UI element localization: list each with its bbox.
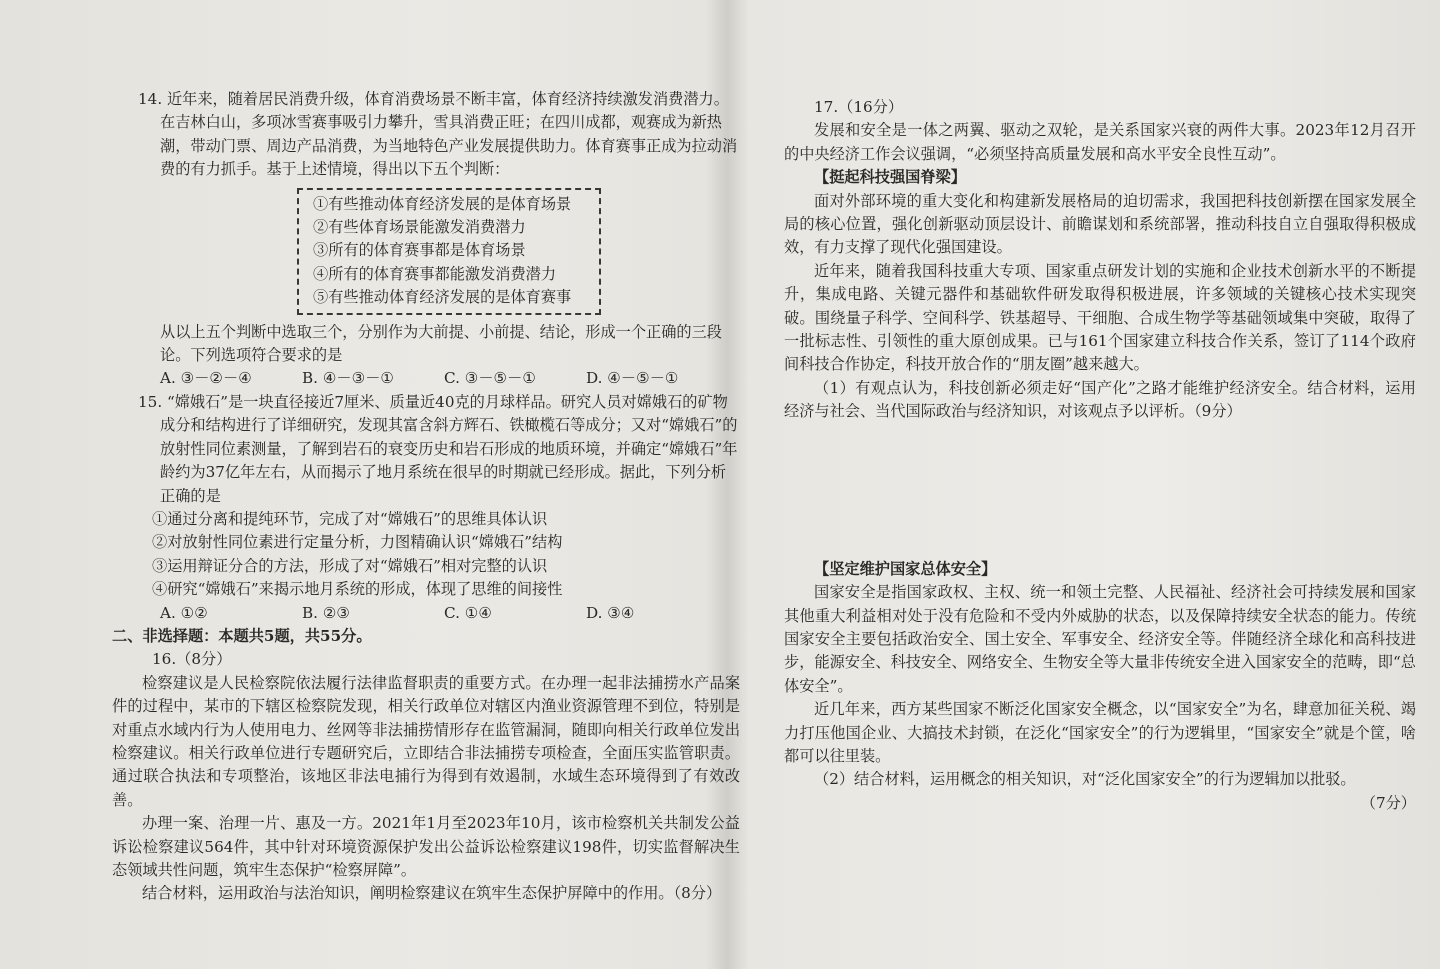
- q17-subquestion-2: （2）结合材料，运用概念的相关知识，对“泛化国家安全”的行为逻辑加以批驳。: [814, 770, 1356, 789]
- left-page: [112, 88, 740, 906]
- q15-stem: 15. “嫦娥石”是一块直径接近7厘米、质量近40克的月球样品。研究人员对嫦娥石的矿物成分和结构进行了详细研究，发现其富含斜方辉石、铁橄榄石等成分；又对“嫦娥石”的放射性同位素测量，了解到岩石的衰变历史和岩石形成的地质环境，并确定“嫦娥石”年龄约为37亿年左右，从而揭示了地月系统在很早的时期就已经形成。据此，下列分析正确的是: [138, 392, 738, 505]
- q17-heading-1: 【挺起科技强国脊梁】: [814, 168, 966, 187]
- q14-judgment-box: [297, 188, 601, 315]
- q17-subquestion-1: （1）有观点认为，科技创新必须走好“国产化”之路才能维护经济安全。结合材料，运用经济与社会、当代国际政治与经济知识，对该观点予以评析。（9分）: [784, 378, 1416, 421]
- q14-judgment-2: ②有些体育场景能激发消费潜力: [313, 218, 526, 237]
- q17-para-4: 近几年来，西方某些国家不断泛化国家安全概念，以“国家安全”为名，肆意加征关税、竭力打压他国企业、大搞技术封锁，在泛化“国家安全”的行为逻辑里，“国家安全”就是个筐，啥都可以往里装。: [784, 700, 1416, 765]
- q16-question: 结合材料，运用政治与法治知识，阐明检察建议在筑牢生态保护屏障中的作用。（8分）: [142, 884, 722, 903]
- section-two-heading: 二、非选择题：本题共5题，共55分。: [112, 626, 372, 645]
- q14-instruction: 从以上五个判断中选取三个，分别作为大前提、小前提、结论，形成一个正确的三段论。下列选项符合要求的是: [160, 322, 722, 365]
- q14-judgment-1: ①有些推动体育经济发展的是体育场景: [313, 194, 572, 213]
- q17-subquestion-2-score: （7分）: [1360, 793, 1416, 812]
- q17-para-2: 近年来，随着我国科技重大专项、国家重点研发计划的实施和企业技术创新水平的不断提升，集成电路、关键元器件和基础软件研发取得积极进展，许多领域的关键核心技术实现突破。围绕量子科学、空间科学、铁基超导、干细胞、合成生物学等基础领域集中突破，取得了一批标志性、引领性的重大原创成果。已与161个国家建立科技合作关系，签订了114个政府间科技合作协定，科技开放合作的“朋友圈”越来越大。: [784, 261, 1416, 374]
- q17-para-3: 国家安全是指国家政权、主权、统一和领土完整、人民福祉、经济社会可持续发展和国家其他重大利益相对处于没有危险和不受内外威胁的状态，以及保障持续安全状态的能力。传统国家安全主要包括政治安全、国土安全、军事安全、经济安全等。伴随经济全球化和高科技进步，能源安全、科技安全、网络安全、生物安全等大量非传统安全进入国家安全的范畴，即“总体安全”。: [784, 583, 1416, 695]
- answer-space: [784, 424, 1416, 558]
- q17-para-1: 面对外部环境的重大变化和构建新发展格局的迫切需求，我国把科技创新摆在国家发展全局的核心位置，强化创新驱动顶层设计、前瞻谋划和系统部署，推动科技自立自强取得积极成效，有力支撑了现代化强国建设。: [784, 191, 1416, 257]
- right-page: [784, 96, 1416, 815]
- q14-option-c: C. ③－⑤－①: [444, 369, 536, 388]
- q16-number: 16.（8分）: [152, 650, 232, 669]
- q14-option-d: D. ④－⑤－①: [586, 369, 679, 388]
- q15-item-1: ①通过分离和提纯环节，完成了对“嫦娥石”的思维具体认识: [152, 509, 548, 528]
- q15-option-a: A. ①②: [160, 603, 208, 622]
- q16-paragraph-1: 检察建议是人民检察院依法履行法律监督职责的重要方式。在办理一起非法捕捞水产品案件的过程中，某市的下辖区检察院发现，相关行政单位对辖区内渔业资源管理不到位，特别是对重点水域内行为人使用电力、丝网等非法捕捞情形存在监管漏洞，随即向相关行政单位发出检察建议。相关行政单位进行专题研究后，立即结合非法捕捞专项检查，全面压实监管职责。通过联合执法和专项整治，该地区非法电捕行为得到有效遏制，水域生态环境得到了有效改善。: [112, 673, 740, 809]
- q15-options: [112, 602, 740, 625]
- q17-number: 17.（16分）: [814, 98, 904, 116]
- q15-item-2: ②对放射性同位素进行定量分析，力图精确认识“嫦娥石”结构: [152, 533, 563, 552]
- q15-option-c: C. ①④: [444, 603, 492, 622]
- q16-paragraph-2: 办理一案、治理一片、惠及一方。2021年1月至2023年10月，该市检察机关共制发公益诉讼检察建议564件，其中针对环境资源保护发出公益诉讼检察建议198件，切实监督解决生态领域共性问题，筑牢生态保护“检察屏障”。: [112, 814, 740, 879]
- q14-stem: 14. 近年来，随着居民消费升级，体育消费场景不断丰富，体育经济持续激发消费潜力。在吉林白山，多项冰雪赛事吸引力攀升，雪具消费正旺；在四川成都，观赛成为新热潮，带动门票、周边产品消费，为当地特色产业发展提供助力。体育赛事正成为拉动消费的有力抓手。基于上述情境，得出以下五个判断：: [138, 90, 738, 179]
- q15-option-d: D. ③④: [586, 603, 635, 622]
- q14-judgment-3: ③所有的体育赛事都是体育场景: [313, 241, 526, 260]
- q15-item-4: ④研究“嫦娥石”来揭示地月系统的形成，体现了思维的间接性: [152, 580, 563, 599]
- q14-option-b: B. ④－③－①: [302, 369, 395, 388]
- q17-intro: 发展和安全是一体之两翼、驱动之双轮，是关系国家兴衰的两件大事。2023年12月召开的中央经济工作会议强调，“必须坚持高质量发展和高水平安全良性互动”。: [784, 121, 1416, 163]
- q14-option-a: A. ③－②－④: [160, 369, 252, 388]
- q14-judgment-5: ⑤有些推动体育经济发展的是体育赛事: [313, 288, 572, 307]
- q14-options: [112, 367, 740, 390]
- q14-judgment-4: ④所有的体育赛事都能激发消费潜力: [313, 264, 556, 283]
- q17-heading-2: 【坚定维护国家总体安全】: [814, 559, 997, 578]
- q15-option-b: B. ②③: [302, 603, 351, 622]
- q15-item-3: ③运用辩证分合的方法，形成了对“嫦娥石”相对完整的认识: [152, 556, 548, 575]
